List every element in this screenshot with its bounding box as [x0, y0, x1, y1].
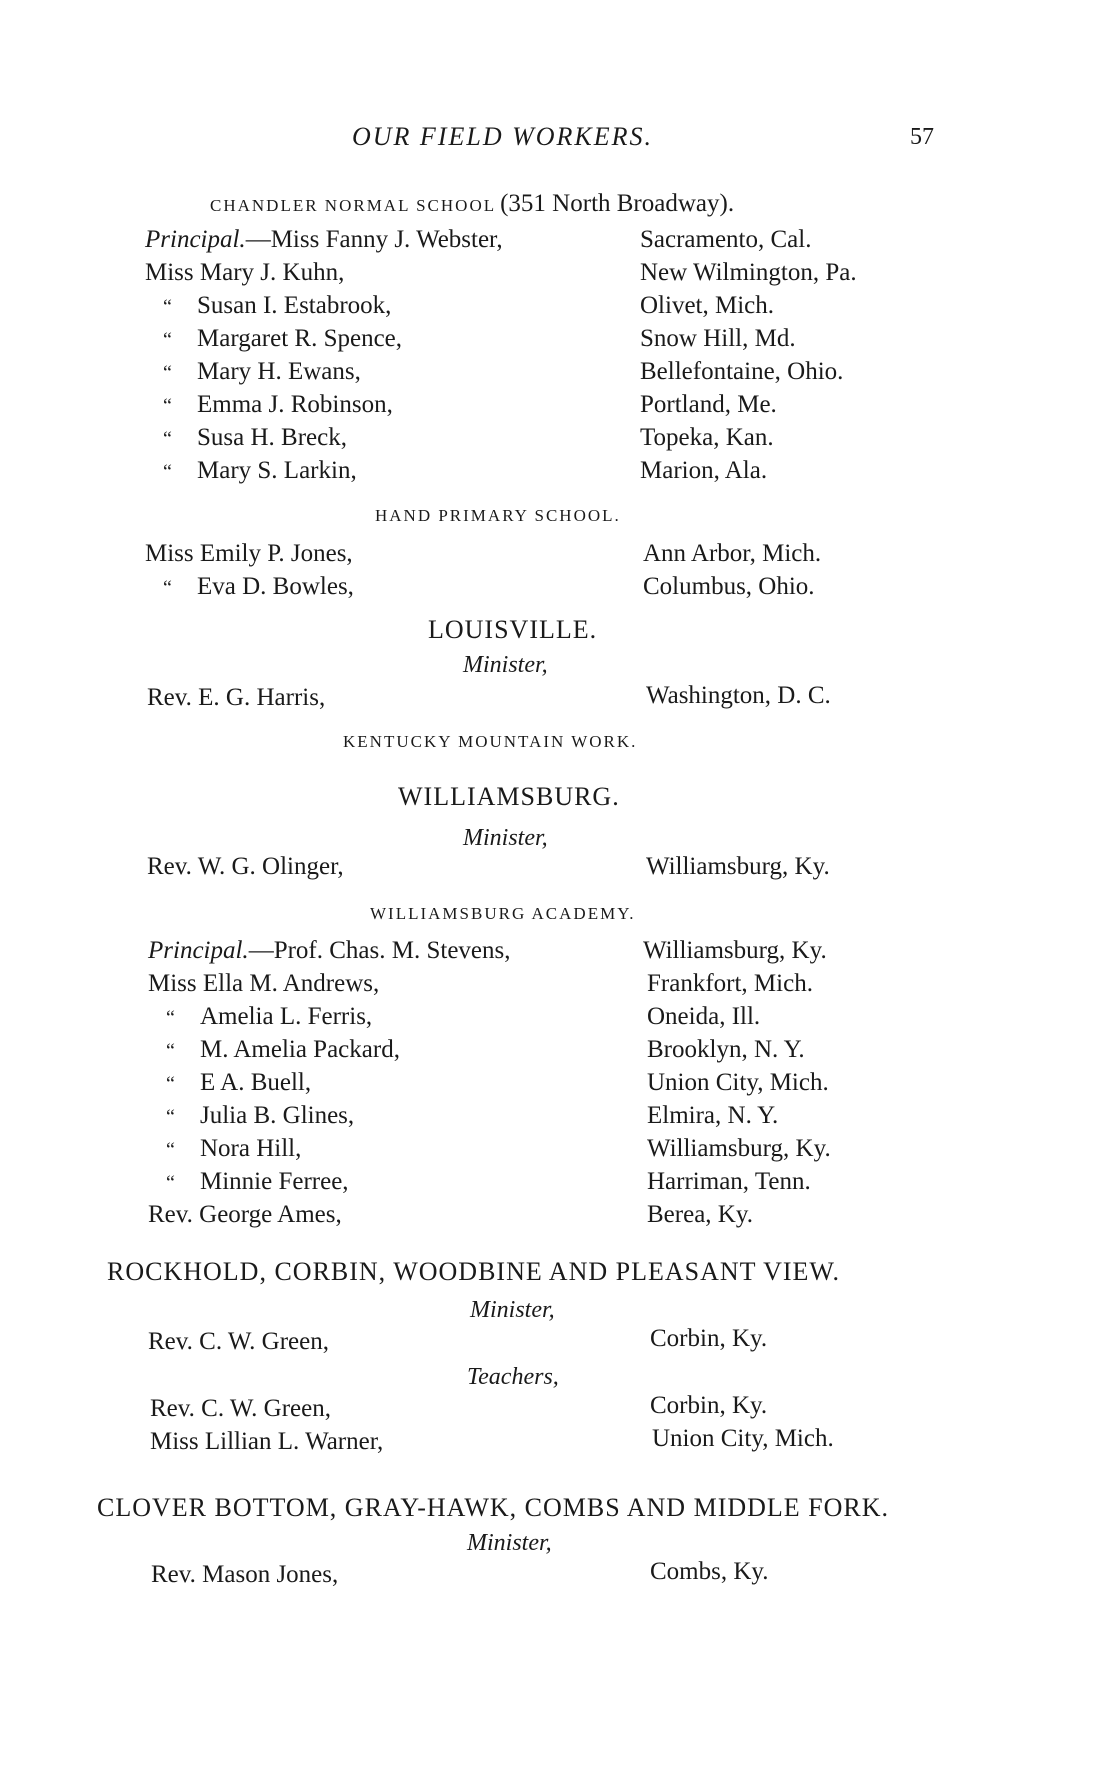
chandler-school-name: CHANDLER NORMAL SCHOOL: [210, 196, 497, 215]
entry-name: [163, 391, 393, 419]
entry-name: Miss Ella M. Andrews,: [148, 970, 380, 997]
entry-place: Sacramento, Cal.: [640, 226, 812, 253]
entry-name: [148, 937, 511, 965]
ditto-mark: “: [166, 1073, 175, 1095]
ditto-mark: “: [166, 1040, 175, 1062]
running-title: OUR FIELD WORKERS.: [352, 122, 654, 151]
minister-label: Minister,: [463, 652, 548, 678]
louisville-heading: LOUISVILLE.: [428, 615, 598, 644]
person-name: Nora Hill,: [200, 1135, 302, 1162]
minister-label: Minister,: [467, 1530, 552, 1556]
entry-place: Williamsburg, Ky.: [646, 853, 830, 880]
page-number: 57: [910, 124, 934, 150]
principal-label: Principal.: [145, 226, 246, 253]
entry-place: Columbus, Ohio.: [643, 573, 815, 600]
ditto-mark: “: [163, 395, 172, 417]
ditto-mark: “: [163, 428, 172, 450]
entry-place: Corbin, Ky.: [650, 1325, 768, 1352]
person-name: Amelia L. Ferris,: [200, 1003, 373, 1030]
entry-name: Miss Lillian L. Warner,: [150, 1428, 384, 1455]
entry-name: [163, 573, 354, 601]
minister-label: Minister,: [463, 825, 548, 851]
ditto-mark: “: [163, 577, 172, 599]
entry-place: Union City, Mich.: [652, 1425, 834, 1452]
chandler-school-address: (351 North Broadway).: [500, 190, 735, 217]
hand-school-heading: HAND PRIMARY SCHOOL.: [375, 506, 621, 525]
ditto-mark: “: [163, 461, 172, 483]
person-name: Minnie Ferree,: [200, 1168, 349, 1195]
entry-place: Topeka, Kan.: [640, 424, 774, 451]
entry-place: New Wilmington, Pa.: [640, 259, 857, 286]
entry-name: [163, 424, 347, 452]
ditto-mark: “: [166, 1139, 175, 1161]
entry-place: Marion, Ala.: [640, 457, 768, 484]
ditto-mark: “: [163, 296, 172, 318]
person-name: Julia B. Glines,: [200, 1102, 355, 1129]
entry-name: Rev. W. G. Olinger,: [147, 853, 344, 880]
person-name: Emma J. Robinson,: [197, 391, 393, 418]
entry-place: Union City, Mich.: [647, 1069, 829, 1096]
ditto-mark: “: [163, 362, 172, 384]
person-name: M. Amelia Packard,: [200, 1036, 400, 1063]
ditto-mark: “: [166, 1106, 175, 1128]
rockhold-heading: ROCKHOLD, CORBIN, WOODBINE AND PLEASANT VIEW.: [107, 1257, 841, 1286]
minister-label: Minister,: [470, 1297, 555, 1323]
entry-name: [163, 325, 402, 353]
person-name: Margaret R. Spence,: [197, 325, 403, 352]
entry-place: Corbin, Ky.: [650, 1392, 768, 1419]
entry-place: Brooklyn, N. Y.: [647, 1036, 805, 1063]
entry-name: [163, 292, 391, 320]
entry-place: Oneida, Ill.: [647, 1003, 761, 1030]
academy-heading: WILLIAMSBURG ACADEMY.: [370, 904, 636, 923]
entry-name: [166, 1135, 301, 1163]
clover-bottom-heading: CLOVER BOTTOM, GRAY-HAWK, COMBS AND MIDDLE FORK.: [97, 1493, 890, 1522]
entry-name: [163, 457, 357, 485]
ditto-mark: “: [166, 1172, 175, 1194]
entry-place: Olivet, Mich.: [640, 292, 775, 319]
person-name: Susan I. Estabrook,: [197, 292, 392, 319]
entry-name: [166, 1168, 349, 1196]
entry-place: Berea, Ky.: [647, 1201, 753, 1228]
entry-name: [166, 1036, 400, 1064]
entry-place: Williamsburg, Ky.: [643, 937, 827, 964]
entry-name: [163, 358, 361, 386]
principal-label: Principal.: [148, 937, 249, 964]
entry-place: Ann Arbor, Mich.: [643, 540, 822, 567]
entry-name: Rev. C. W. Green,: [148, 1328, 329, 1355]
entry-name: Miss Emily P. Jones,: [145, 540, 353, 567]
principal-name: —Miss Fanny J. Webster,: [245, 226, 503, 253]
entry-name: [166, 1069, 311, 1097]
entry-name: [166, 1102, 354, 1130]
teachers-label: Teachers,: [467, 1364, 559, 1390]
entry-name: Rev. C. W. Green,: [150, 1395, 331, 1422]
entry-name: [166, 1003, 372, 1031]
person-name: Eva D. Bowles,: [197, 573, 354, 600]
entry-place: Frankfort, Mich.: [647, 970, 813, 997]
entry-place: Washington, D. C.: [646, 682, 831, 709]
entry-place: Elmira, N. Y.: [647, 1102, 779, 1129]
person-name: Susa H. Breck,: [197, 424, 347, 451]
entry-name: Miss Mary J. Kuhn,: [145, 259, 345, 286]
entry-name: Rev. E. G. Harris,: [147, 684, 326, 711]
ditto-mark: “: [163, 329, 172, 351]
entry-place: Snow Hill, Md.: [640, 325, 796, 352]
williamsburg-heading: WILLIAMSBURG.: [398, 782, 620, 811]
entry-name: Rev. George Ames,: [148, 1201, 342, 1228]
entry-name: [145, 226, 503, 254]
entry-place: Bellefontaine, Ohio.: [640, 358, 844, 385]
ditto-mark: “: [166, 1007, 175, 1029]
entry-place: Combs, Ky.: [650, 1558, 769, 1585]
principal-name: —Prof. Chas. M. Stevens,: [248, 937, 511, 964]
kentucky-heading: KENTUCKY MOUNTAIN WORK.: [343, 732, 638, 751]
entry-place: Harriman, Tenn.: [647, 1168, 811, 1195]
person-name: Mary S. Larkin,: [197, 457, 357, 484]
entry-name: Rev. Mason Jones,: [151, 1561, 339, 1588]
person-name: Mary H. Ewans,: [197, 358, 361, 385]
entry-place: Williamsburg, Ky.: [647, 1135, 831, 1162]
chandler-school-heading: [210, 190, 734, 218]
person-name: E A. Buell,: [200, 1069, 312, 1096]
entry-place: Portland, Me.: [640, 391, 777, 418]
